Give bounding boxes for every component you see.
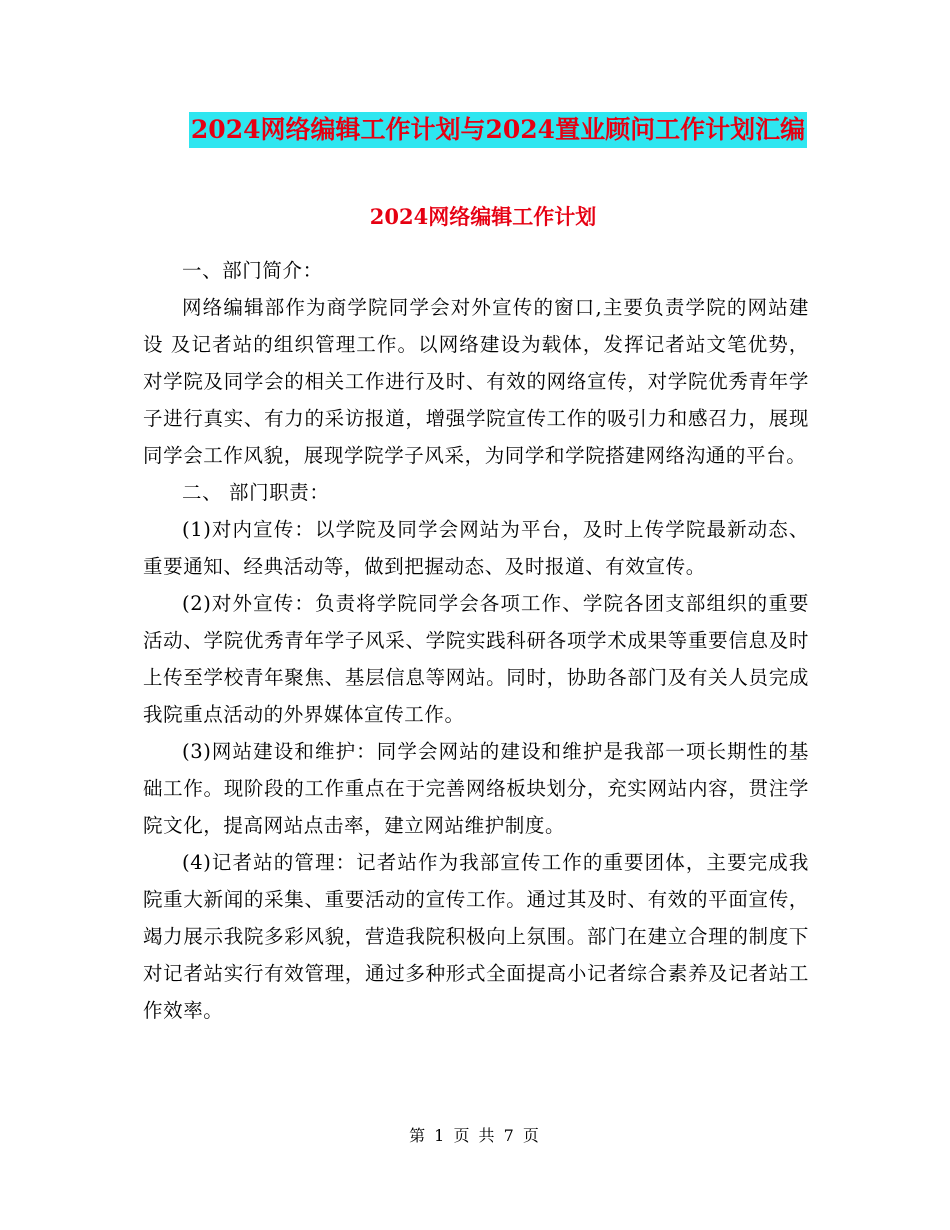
paragraph-duty-reporters: (4)记者站的管理：记者站作为我部宣传工作的重要团体，主要完成我院重大新闻的采集、重要活动的宣传工作。通过其及时、有效的平面宣传，竭力展示我院多彩风貌，营造我院积极向上氛围。部门在建立合理的制度下对记者站实行有效管理，通过多种形式全面提高小记者综合素养及记者站工作效率。 [143,851,809,1022]
main-title-container [0,112,950,148]
main-title: 2024网络编辑工作计划与2024置业顾问工作计划汇编 [189,112,807,148]
paragraph-department-intro: 网络编辑部作为商学院同学会对外宣传的窗口,主要负责学院的网站建设 及记者站的组织管理工作。以网络建设为载体，发挥记者站文笔优势，对学院及同学会的相关工作进行及时、有效的网络宣传，对学院优秀青年学子进行真实、有力的采访报道，增强学院宣传工作的吸引力和感召力，展现同学会工作风貌，展现学院学子风采，为同学和学院搭建网络沟通的平台。 [143,296,809,467]
document-body [143,222,809,1029]
heading-department-intro: 一、部门简介： [182,259,323,282]
paragraph-duty-website: (3)网站建设和维护：同学会网站的建设和维护是我部一项长期性的基础工作。现阶段的工作重点在于完善网络板块划分，充实网站内容，贯注学院文化，提高网站点击率，建立网站维护制度。 [143,740,809,837]
page-footer: 第 1 页 共 7 页 [409,1126,541,1145]
section-title: 2024网络编辑工作计划 [369,204,597,229]
heading-department-duties: 二、 部门职责： [182,481,330,504]
paragraph-duty-external: (2)对外宣传：负责将学院同学会各项工作、学院各团支部组织的重要活动、学院优秀青年学子风采、学院实践科研各项学术成果等重要信息及时上传至学校青年聚焦、基层信息等网站。同时，协助各部门及有关人员完成我院重点活动的外界媒体宣传工作。 [143,592,809,726]
paragraph-duty-internal: (1)对内宣传：以学院及同学会网站为平台，及时上传学院最新动态、重要通知、经典活动等，做到把握动态、及时报道、有效宣传。 [143,518,809,578]
